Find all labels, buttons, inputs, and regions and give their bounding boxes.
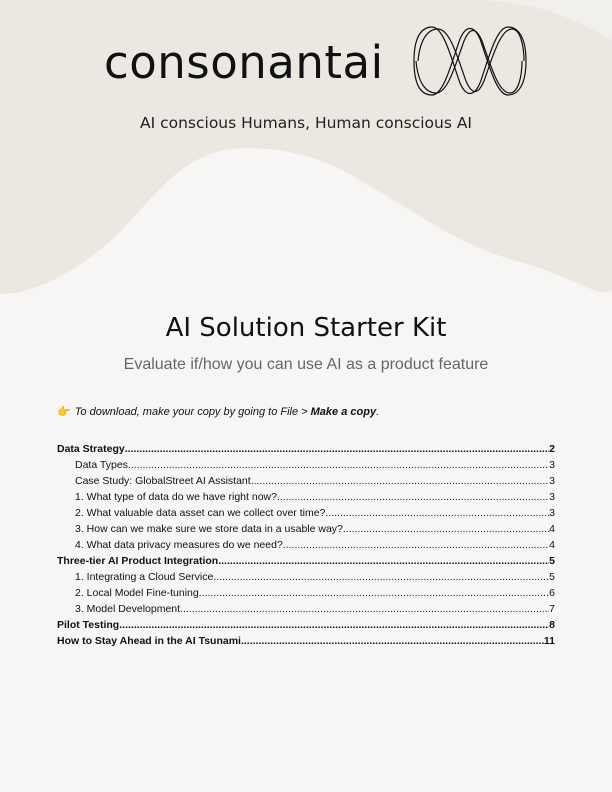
toc-item-fine-tuning[interactable]: 2. Local Model Fine-tuning ..... 6 [57,585,555,601]
toc-item-pilot-testing[interactable]: Pilot Testing ..... 8 [57,617,555,633]
toc-item-data-type-question[interactable]: 1. What type of data do we have right now? ..... 3 [57,489,555,505]
toc-item-privacy-question[interactable]: 4. What data privacy measures do we need? ..... 4 [57,537,555,553]
toc-item-ai-tsunami[interactable]: How to Stay Ahead in the AI Tsunami ..... 11 [57,633,555,649]
logo-wordmark: consonantai [104,36,384,89]
toc-item-case-study[interactable]: Case Study: GlobalStreet AI Assistant ..... 3 [57,473,555,489]
make-a-copy-label: Make a copy [310,406,377,418]
download-note-text: To download, make your copy by going to File > [74,406,311,418]
toc-item-data-asset-question[interactable]: 2. What valuable data asset can we collect over time? ..... 3 [57,505,555,521]
page-title: AI Solution Starter Kit [165,313,447,343]
table-of-contents [57,441,555,649]
toc-item-model-development[interactable]: 3. Model Development ..... 7 [57,601,555,617]
pointing-hand-icon: 👉 [57,406,71,418]
download-note-end: . [376,406,380,418]
toc-item-data-types[interactable]: Data Types ..... 3 [57,457,555,473]
sine-wave-logo-icon [412,25,528,97]
download-note [57,405,379,418]
toc-item-data-strategy[interactable]: Data Strategy ..... 2 [57,441,555,457]
toc-item-store-data-question[interactable]: 3. How can we make sure we store data in a usable way? ..... 4 [57,521,555,537]
header [0,0,612,150]
page-subtitle: Evaluate if/how you can use AI as a product feature [123,356,489,373]
toc-item-three-tier[interactable]: Three-tier AI Product Integration ..... 5 [57,553,555,569]
toc-item-cloud-service[interactable]: 1. Integrating a Cloud Service ..... 5 [57,569,555,585]
tagline: AI conscious Humans, Human conscious AI [139,114,473,132]
